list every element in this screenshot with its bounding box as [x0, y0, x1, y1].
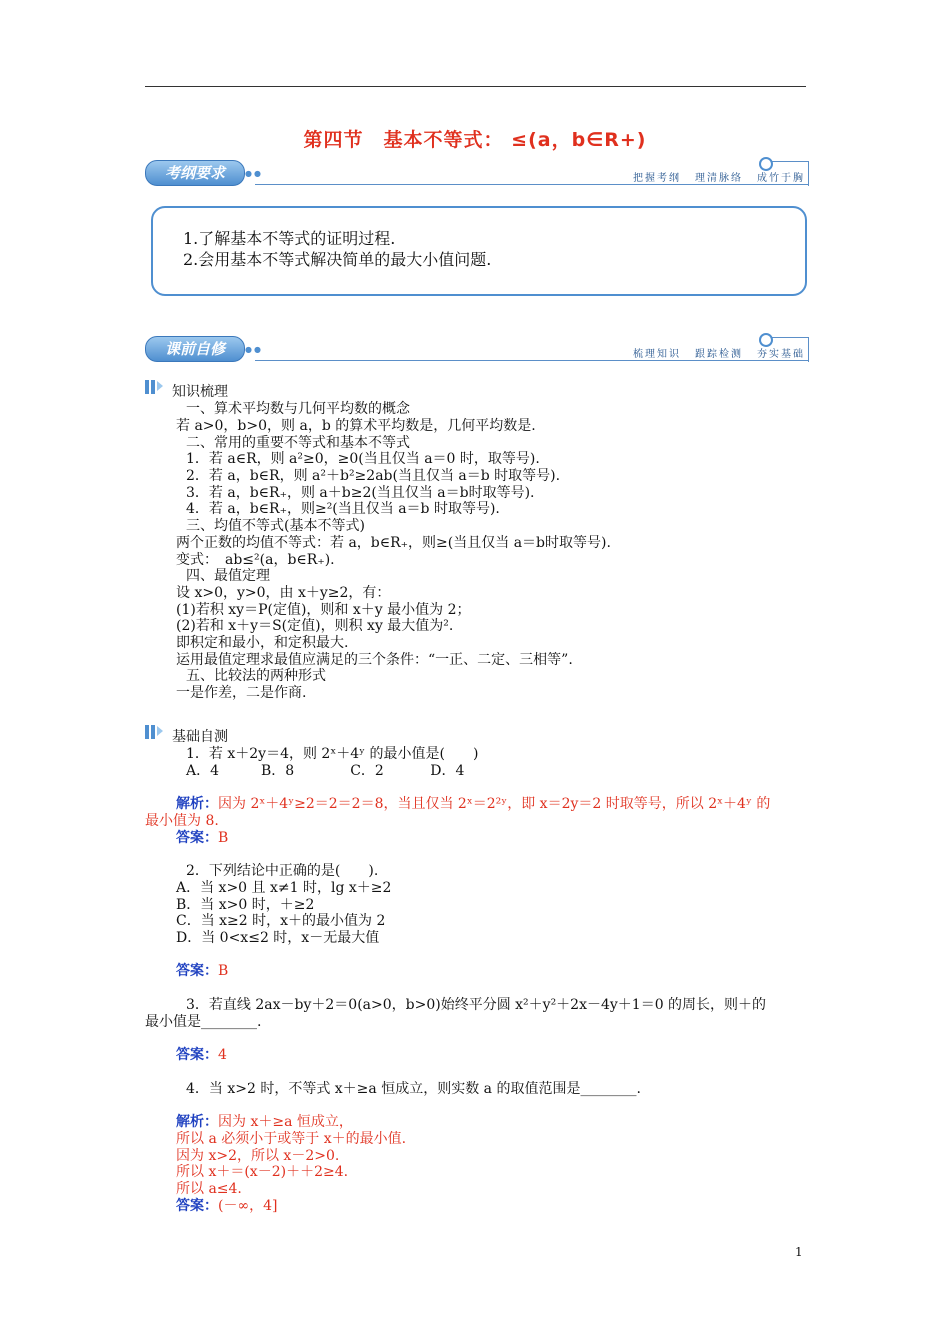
knowledge-line: 1．若 a∈R，则 a²≥0，≥0(当且仅当 a＝0 时，取等号).: [172, 451, 540, 467]
knowledge-line: 若 a>0，b>0，则 a，b 的算术平均数是，几何平均数是.: [176, 418, 536, 434]
q4-analysis-line: 因为 x>2，所以 x－2>0.: [176, 1148, 340, 1164]
analysis-text: 因为 x＋≥a 恒成立，: [218, 1114, 353, 1130]
answer-value: 4: [218, 1047, 227, 1063]
q3-answer: [176, 1047, 227, 1064]
answer-label: 答案：: [176, 963, 218, 979]
page-title: 第四节 基本不等式： ≤(a，b∈R+): [303, 129, 647, 151]
analysis-text: 因为 2ˣ＋4ʸ≥2＝2＝2＝8，当且仅当 2ˣ＝2²ʸ，即 x＝2y＝2 时取等号，所以 2ˣ＋4ʸ 的: [218, 796, 771, 812]
banner-links: [619, 169, 805, 184]
q2-stem: 2．下列结论中正确的是( ).: [172, 863, 379, 879]
knowledge-line: 三、均值不等式(基本不等式): [172, 518, 365, 534]
banner-dots: ●●: [245, 169, 263, 178]
knowledge-line: 2．若 a，b∈R，则 a²＋b²≥2ab(当且仅当 a＝b 时取等号).: [172, 468, 561, 484]
knowledge-line: 即积定和最小，和定积最大.: [176, 635, 349, 651]
banner-link: 跟踪检测: [695, 349, 743, 360]
banner-links: [619, 345, 805, 360]
q4-answer: [176, 1198, 278, 1215]
knowledge-line: 五、比较法的两种形式: [172, 668, 326, 684]
banner-kaogang: [145, 157, 811, 189]
analysis-label: 解析：: [176, 1114, 218, 1130]
q3-stem-cont: 最小值是________.: [145, 1014, 262, 1030]
answer-value: (－∞，4]: [218, 1198, 278, 1214]
requirement-item: 1.了解基本不等式的证明过程.: [183, 229, 396, 248]
q4-analysis: [176, 1114, 353, 1131]
requirements-box: [151, 206, 807, 296]
q2-answer: [176, 963, 228, 980]
knowledge-line: 4．若 a，b∈R₊，则≥²(当且仅当 a＝b 时取等号).: [172, 501, 500, 517]
banner-link: 成竹于胸: [757, 173, 805, 184]
banner-link: 梳理知识: [633, 349, 681, 360]
q4-analysis-line: 所以 a 必须小于或等于 x＋的最小值.: [176, 1131, 407, 1147]
q1-analysis-cont: 最小值为 8.: [145, 813, 219, 829]
banner-tag: 课前自修: [145, 336, 245, 362]
requirement-item: 2.会用基本不等式解决简单的最大小值问题.: [183, 250, 492, 269]
knowledge-line: 一、算术平均数与几何平均数的概念: [172, 401, 410, 417]
knowledge-line: 变式： ab≤²(a，b∈R₊).: [176, 552, 335, 568]
knowledge-line: 二、常用的重要不等式和基本不等式: [172, 435, 410, 451]
q2-option: A．当 x>0 且 x≠1 时，lg x＋≥2: [176, 880, 392, 896]
banner-dots: ●●: [245, 345, 263, 354]
knowledge-line: 一是作差，二是作商.: [176, 685, 307, 701]
answer-label: 答案：: [176, 1047, 218, 1063]
answer-value: B: [218, 830, 229, 846]
banner-kexian: [145, 333, 811, 365]
q2-option: C．当 x≥2 时，x＋的最小值为 2: [176, 913, 386, 929]
q4-analysis-line: 所以 a≤4.: [176, 1181, 242, 1197]
knowledge-line: 运用最值定理求最值应满足的三个条件：“一正、二定、三相等”.: [176, 652, 573, 668]
analysis-label: 解析：: [176, 796, 218, 812]
top-rule: [145, 86, 806, 87]
knowledge-line: 设 x>0，y>0，由 x＋y≥2，有：: [176, 585, 391, 601]
banner-line: [255, 360, 809, 361]
knowledge-line: 3．若 a，b∈R₊，则 a＋b≥2(当且仅当 a＝b时取等号).: [172, 485, 535, 501]
section-marker-icon: [145, 724, 167, 738]
q4-analysis-line: 所以 x＋＝(x－2)＋＋2≥4.: [176, 1164, 349, 1180]
banner-link: 理清脉络: [695, 173, 743, 184]
knowledge-line: (2)若和 x＋y＝S(定值)，则积 xy 最大值为².: [176, 618, 454, 634]
knowledge-line: 四、最值定理: [172, 568, 270, 584]
page-number: 1: [795, 1245, 803, 1259]
knowledge-line: (1)若积 xy＝P(定值)，则和 x＋y 最小值为 2；: [176, 602, 471, 618]
q1-analysis: [176, 796, 770, 813]
q1-stem: 1．若 x＋2y＝4，则 2ˣ＋4ʸ 的最小值是( ): [172, 746, 479, 762]
answer-value: B: [218, 963, 229, 979]
q3-stem: 3．若直线 2ax－by＋2＝0(a>0，b>0)始终平分圆 x²＋y²＋2x－4y＋1＝0 的周长，则＋的: [172, 997, 767, 1013]
section-marker-icon: [145, 379, 167, 393]
q1-answer: [176, 830, 228, 847]
q2-option: B．当 x>0 时，＋≥2: [176, 897, 315, 913]
selftest-heading: 基础自测: [172, 729, 228, 745]
answer-label: 答案：: [176, 1198, 218, 1214]
banner-line: [255, 184, 809, 185]
q1-options: A．4 B．8 C．2 D．4: [172, 763, 465, 779]
banner-link: 夯实基础: [757, 349, 805, 360]
banner-tag: 考纲要求: [145, 160, 245, 186]
q4-stem: 4．当 x>2 时，不等式 x＋≥a 恒成立，则实数 a 的取值范围是________.: [172, 1081, 641, 1097]
knowledge-line: 两个正数的均值不等式：若 a，b∈R₊，则≥(当且仅当 a＝b时取等号).: [176, 535, 611, 551]
banner-link: 把握考纲: [633, 173, 681, 184]
q2-option: D．当 0<x≤2 时，x－无最大值: [176, 930, 380, 946]
knowledge-heading: 知识梳理: [172, 384, 228, 400]
answer-label: 答案：: [176, 830, 218, 846]
